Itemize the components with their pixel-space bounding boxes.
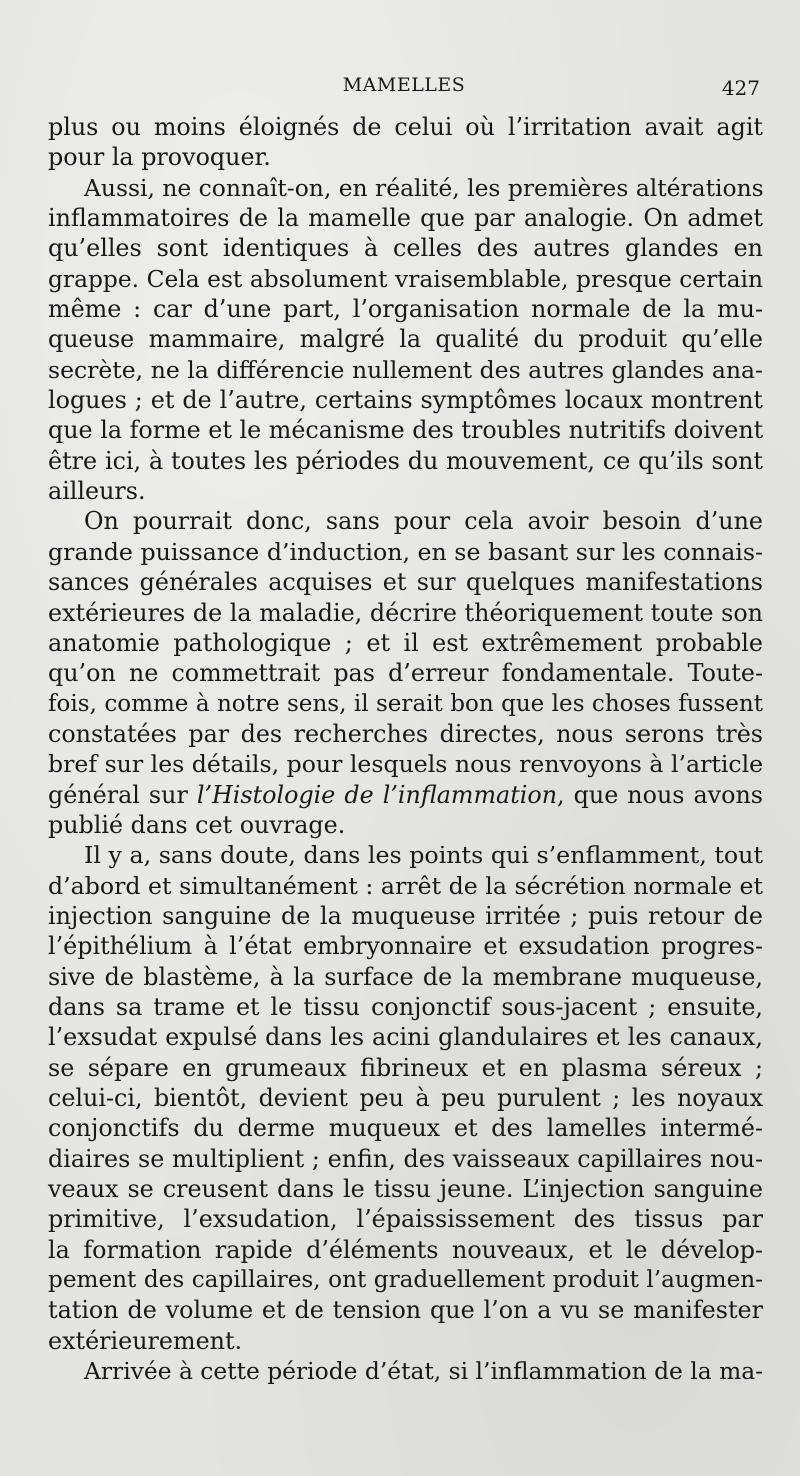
text-line: secrète, ne la différencie nullement des autres glandes ana- (48, 355, 763, 384)
text-line: logues ; et de l’autre, certains symptômes locaux montrent (48, 386, 763, 415)
text-line: ailleurs. (48, 477, 146, 506)
text-line: veaux se creusent dans le tissu jeune. L’injection sanguine (48, 1175, 763, 1204)
text-fragment: général sur (48, 780, 197, 809)
text-line: fois, comme à notre sens, il serait bon que les choses fussent (48, 690, 763, 717)
paragraph-3 (48, 506, 763, 840)
paragraph-4 (48, 840, 763, 1356)
page-number: 427 (721, 76, 760, 100)
text-line: pour la provoquer. (48, 143, 271, 172)
text-line: d’abord et simultanément : arrêt de la sécrétion normale et (48, 871, 763, 900)
paragraph-5 (48, 1356, 763, 1386)
text-line: Il y a, sans doute, dans les points qui s’enflamment, tout (84, 841, 763, 870)
text-line: injection sanguine de la muqueuse irritée ; puis retour de (48, 901, 763, 930)
paragraph-1 (48, 112, 763, 173)
text-line: anatomie pathologique ; et il est extrêmement probable (48, 628, 763, 657)
text-line: bref sur les détails, pour lesquels nous renvoyons à l’article (48, 750, 764, 779)
text-line: grande puissance d’induction, en se basant sur les connais- (48, 537, 763, 566)
running-title: MAMELLES (342, 74, 466, 96)
text-line: queuse mammaire, malgré la qualité du produit qu’elle (48, 325, 763, 354)
text-line: sive de blastème, à la surface de la membrane muqueuse, (48, 962, 763, 991)
text-line: même : car d’une part, l’organisation normale de la mu- (48, 295, 763, 324)
text-line: publié dans cet ouvrage. (48, 810, 346, 839)
text-line: grappe. Cela est absolument vraisemblable, presque certain (48, 264, 763, 293)
text-line: l’épithélium à l’état embryonnaire et exsudation progres- (48, 932, 763, 961)
text-line: qu’on ne commettrait pas d’erreur fondamentale. Toute- (48, 659, 763, 688)
italic-title: l’Histologie de l’inflammation (196, 780, 558, 809)
text-line: conjonctifs du derme muqueux et des lamelles intermé- (48, 1114, 763, 1143)
text-line: constatées par des recherches directes, nous serons très (48, 719, 763, 748)
text-line: Arrivée à cette période d’état, si l’inflammation de la ma- (84, 1357, 764, 1386)
text-line: On pourrait donc, sans pour cela avoir besoin d’une (84, 507, 763, 536)
text-line: la formation rapide d’éléments nouveaux, et le dévelop- (48, 1235, 763, 1264)
text-line: se sépare en grumeaux fibrineux et en plasma séreux ; (48, 1053, 763, 1082)
text-line: primitive, l’exsudation, l’épaississement des tissus par (48, 1205, 763, 1234)
text-line: inflammatoires de la mamelle que par analogie. On admet (48, 204, 763, 233)
text-line: Aussi, ne connaît-on, en réalité, les premières altérations (84, 173, 764, 202)
text-line: diaires se multiplient ; enfin, des vaisseaux capillaires nou- (48, 1144, 763, 1173)
text-line: celui-ci, bientôt, devient peu à peu purulent ; les noyaux (48, 1084, 763, 1112)
text-line: tation de volume et de tension que l’on a vu se manifester (48, 1296, 763, 1325)
text-fragment: , que nous avons (557, 780, 763, 809)
text-line: sances générales acquises et sur quelques manifestations (48, 568, 763, 597)
body-text (48, 112, 763, 1386)
text-line: plus ou moins éloignés de celui où l’irritation avait agit (48, 113, 763, 141)
text-line: l’exsudat expulsé dans les acini glandulaires et les canaux, (48, 1023, 763, 1052)
text-line: dans sa trame et le tissu conjonctif sous-jacent ; ensuite, (48, 992, 763, 1021)
text-line: extérieures de la maladie, décrire théoriquement toute son (48, 598, 763, 627)
text-line: qu’elles sont identiques à celles des autres glandes en (48, 234, 763, 263)
text-line: être ici, à toutes les périodes du mouvement, ce qu’ils sont (48, 446, 763, 475)
paragraph-2 (48, 173, 763, 507)
text-line: extérieurement. (48, 1326, 243, 1355)
page-header (48, 74, 760, 100)
text-line: pement des capillaires, ont graduellement produit l’augmen- (48, 1267, 763, 1294)
text-line-with-italic (48, 780, 763, 810)
text-line: que la forme et le mécanisme des troubles nutritifs doivent (48, 416, 764, 445)
